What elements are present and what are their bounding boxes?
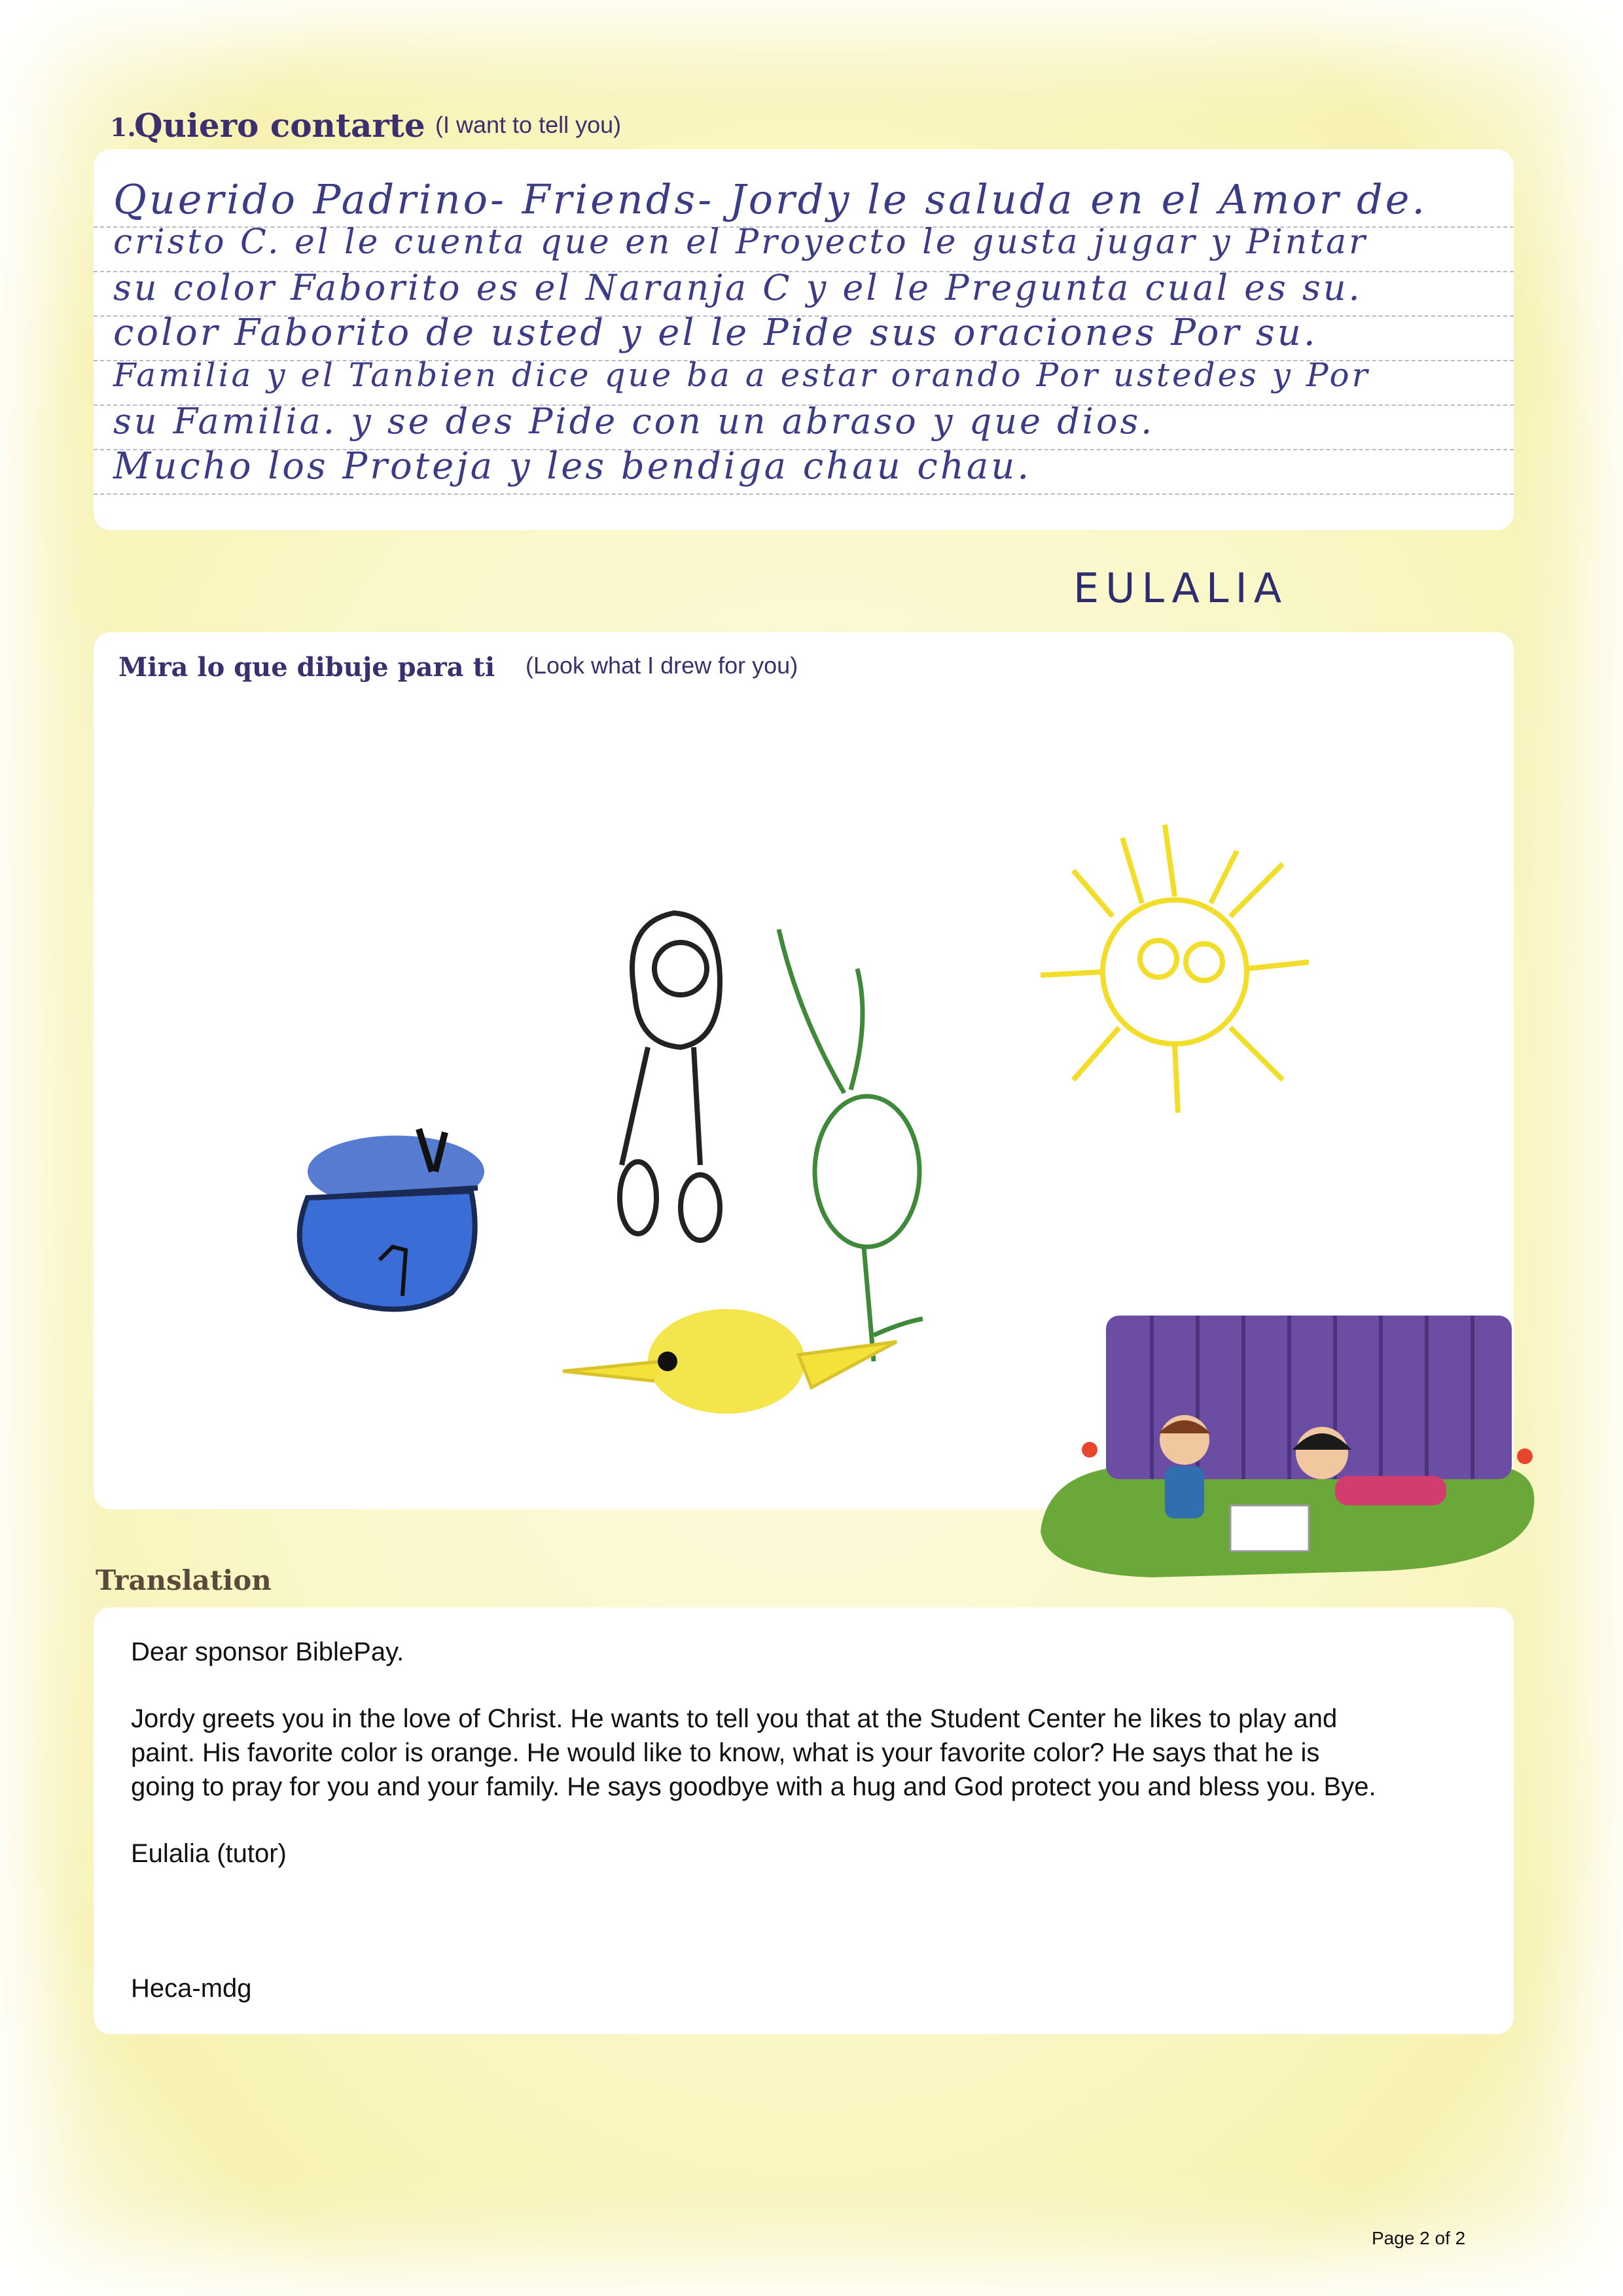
blue-hat-icon [300, 1129, 484, 1309]
translation-signoff: Eulalia (tutor) [131, 1839, 287, 1868]
translation-greeting: Dear sponsor BiblePay. [131, 1638, 404, 1666]
handwritten-line: Familia y el Tanbien dice que ba a estar orando Por ustedes y Por [113, 356, 1370, 394]
section1-subtitle: (I want to tell you) [435, 111, 622, 138]
translation-code: Heca-mdg [131, 1974, 252, 2003]
handwritten-line: su color Faborito es el Naranja C y el le Pregunta cual es su. [113, 267, 1363, 308]
section2-subtitle: (Look what I drew for you) [526, 652, 798, 679]
translation-title: Translation [96, 1564, 272, 1596]
yellow-bird-icon [563, 1309, 897, 1414]
handwritten-line: Mucho los Proteja y les bendiga chau chau. [113, 445, 1032, 488]
translation-panel [94, 1607, 1514, 2034]
page-number: Page 2 of 2 [1372, 2228, 1466, 2248]
children-drawing-illustration [1041, 1316, 1534, 1577]
section2-title: Mira lo que dibuje para ti [118, 652, 495, 683]
translation-body-line: Jordy greets you in the love of Christ. He wants to tell you that at the Student Center he likes to play and [131, 1704, 1338, 1733]
black-figure-icon [620, 913, 720, 1240]
section1-number: 1. [110, 113, 136, 142]
signature: EULALIA [1073, 564, 1289, 612]
handwritten-line: su Familia. y se des Pide con un abraso y que dios. [113, 401, 1155, 442]
handwritten-line: color Faborito de usted y el le Pide sus oraciones Por su. [113, 312, 1318, 354]
section1-title: Quiero contarte [134, 106, 425, 145]
yellow-sun-icon [1041, 825, 1309, 1113]
handwritten-line: cristo C. el le cuenta que en el Proyecto le gusta jugar y Pintar [113, 223, 1368, 262]
green-figure-icon [779, 929, 923, 1361]
translation-body-line: going to pray for you and your family. He says goodbye with a hug and God protect you and bless you. Bye. [131, 1772, 1376, 1801]
translation-body-line: paint. His favorite color is orange. He would like to know, what is your favorite color? He says that he is [131, 1738, 1320, 1767]
handwritten-line: Querido Padrino- Friends- Jordy le saluda en el Amor de. [113, 175, 1428, 223]
